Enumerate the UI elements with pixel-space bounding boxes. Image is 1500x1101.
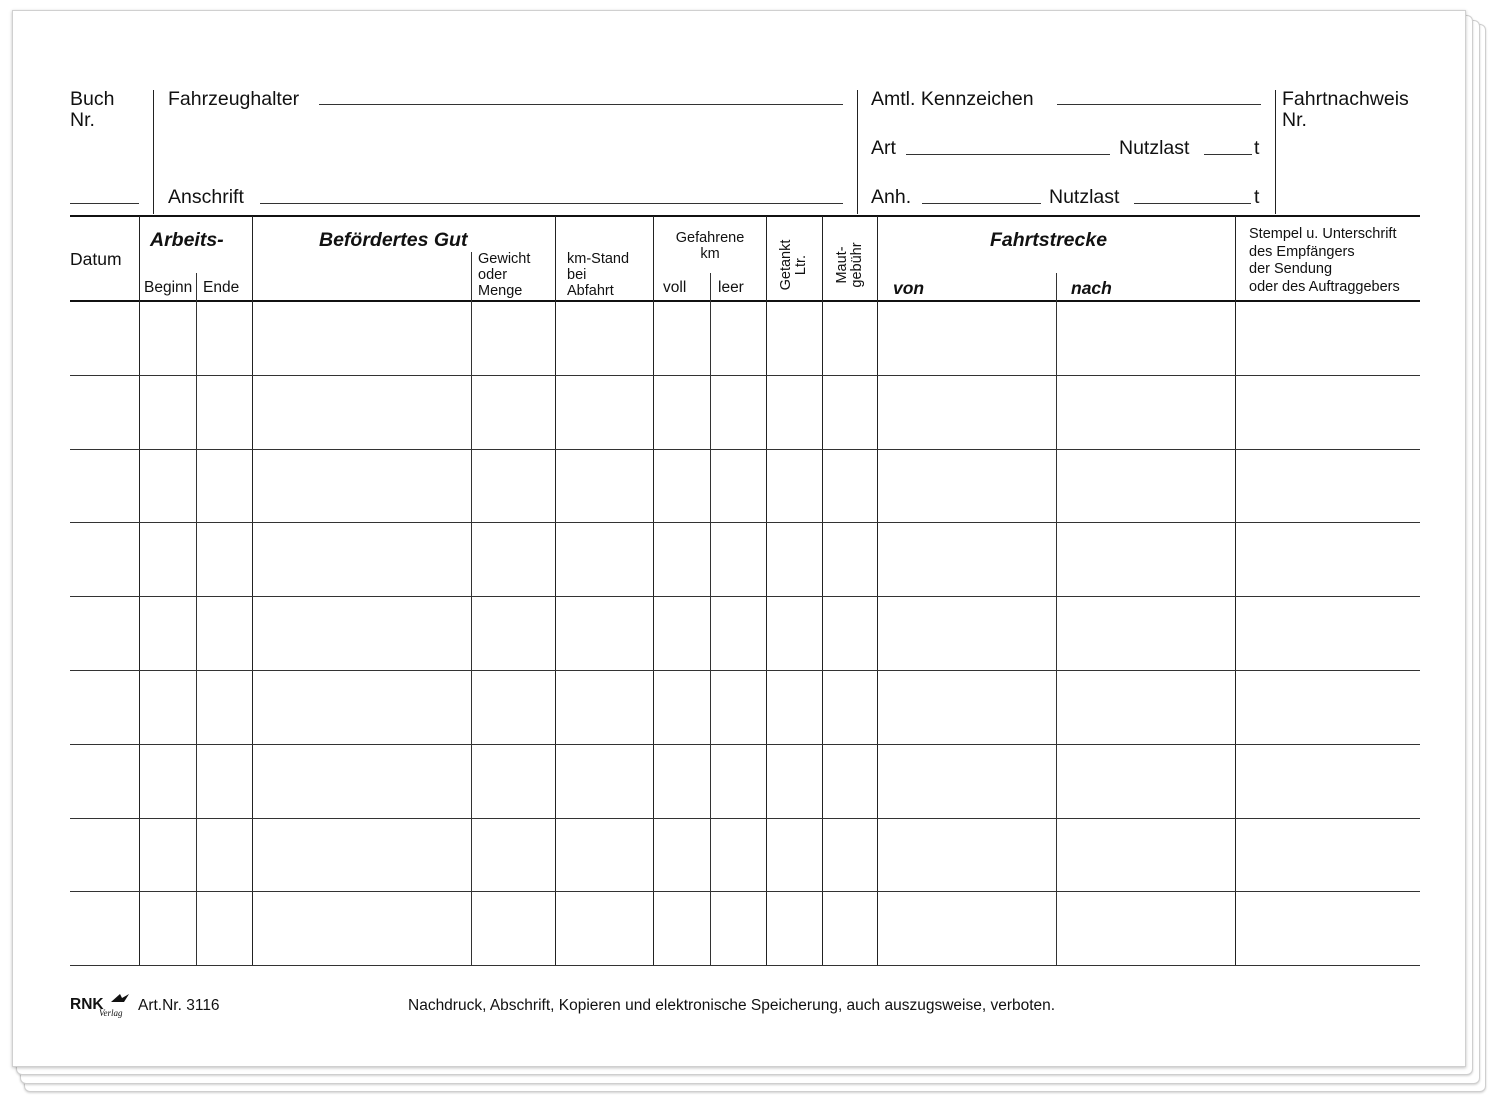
header-divider xyxy=(153,90,154,214)
table-row xyxy=(70,670,1420,671)
column-divider xyxy=(252,216,253,966)
table-row xyxy=(70,965,1420,966)
anh-field[interactable] xyxy=(922,203,1041,204)
logo-mark-icon xyxy=(109,993,131,1003)
column-divider xyxy=(653,216,654,966)
nutzlast2-label: Nutzlast xyxy=(1049,186,1120,208)
header-divider xyxy=(1275,90,1276,214)
col-fahrtstrecke: Fahrtstrecke xyxy=(990,229,1108,251)
buch-label: Buch xyxy=(70,88,115,110)
unit-t2: t xyxy=(1254,186,1260,208)
col-km-stand: km-Stand bei Abfahrt xyxy=(567,251,630,299)
anschrift-field[interactable] xyxy=(260,203,843,204)
col-gewicht: Gewicht oder Menge xyxy=(478,251,531,299)
buch-nr-label: Nr. xyxy=(70,109,95,131)
col-beginn: Beginn xyxy=(144,279,193,296)
logo-text: RNK xyxy=(70,996,104,1013)
column-divider xyxy=(139,216,140,966)
col-befoerdertes-gut: Befördertes Gut xyxy=(319,229,468,251)
form-sheet xyxy=(12,10,1466,1067)
column-divider xyxy=(1056,273,1057,966)
column-divider xyxy=(710,273,711,966)
art-nr: Art.Nr. 3116 xyxy=(138,997,220,1014)
fahrtnachweis-label: Fahrtnachweis xyxy=(1282,88,1409,110)
table-row xyxy=(70,522,1420,523)
kennzeichen-label: Amtl. Kennzeichen xyxy=(871,88,1034,110)
nutzlast-label: Nutzlast xyxy=(1119,137,1190,159)
table-row xyxy=(70,744,1420,745)
logo-sub: Verlag xyxy=(99,1008,123,1018)
fahrzeughalter-field[interactable] xyxy=(319,104,843,105)
nutzlast-field[interactable] xyxy=(1204,154,1252,155)
col-getankt: Getankt Ltr. xyxy=(778,239,809,291)
anschrift-label: Anschrift xyxy=(168,186,244,208)
header-divider xyxy=(857,90,858,214)
col-von: von xyxy=(893,278,925,298)
column-divider xyxy=(471,252,472,966)
table-top-border xyxy=(70,215,1420,217)
fahrtnachweis-nr-label: Nr. xyxy=(1282,109,1307,131)
nutzlast2-field[interactable] xyxy=(1134,203,1251,204)
column-divider xyxy=(766,216,767,966)
buch-nr-field[interactable] xyxy=(70,203,139,204)
col-nach: nach xyxy=(1071,278,1112,298)
col-leer: leer xyxy=(718,279,744,296)
col-stempel: Stempel u. Unterschrift des Empfängers der Sendung oder des Auftraggebers xyxy=(1249,226,1400,295)
unit-t: t xyxy=(1254,137,1260,159)
table-row xyxy=(70,596,1420,597)
table-header-border xyxy=(70,300,1420,302)
fahrzeughalter-label: Fahrzeughalter xyxy=(168,88,300,110)
table-row xyxy=(70,891,1420,892)
anh-label: Anh. xyxy=(871,186,912,208)
col-arbeits: Arbeits- xyxy=(150,229,224,251)
column-divider xyxy=(877,216,878,966)
table-row xyxy=(70,818,1420,819)
kennzeichen-field[interactable] xyxy=(1057,104,1261,105)
col-ende: Ende xyxy=(203,279,240,296)
col-mautgebuehr: Maut- gebühr xyxy=(834,242,865,288)
table-row xyxy=(70,375,1420,376)
table-row xyxy=(70,449,1420,450)
col-datum: Datum xyxy=(70,249,122,269)
column-divider xyxy=(1235,216,1236,966)
column-divider xyxy=(196,273,197,966)
art-field[interactable] xyxy=(906,154,1110,155)
column-divider xyxy=(555,216,556,966)
col-voll: voll xyxy=(663,279,687,296)
rnk-logo xyxy=(70,996,132,1020)
column-divider xyxy=(822,216,823,966)
copyright-notice: Nachdruck, Abschrift, Kopieren und elektronische Speicherung, auch auszugsweise, verboten. xyxy=(408,997,1056,1014)
col-gefahrene-km: Gefahrene km xyxy=(675,230,745,262)
art-label: Art xyxy=(871,137,896,159)
